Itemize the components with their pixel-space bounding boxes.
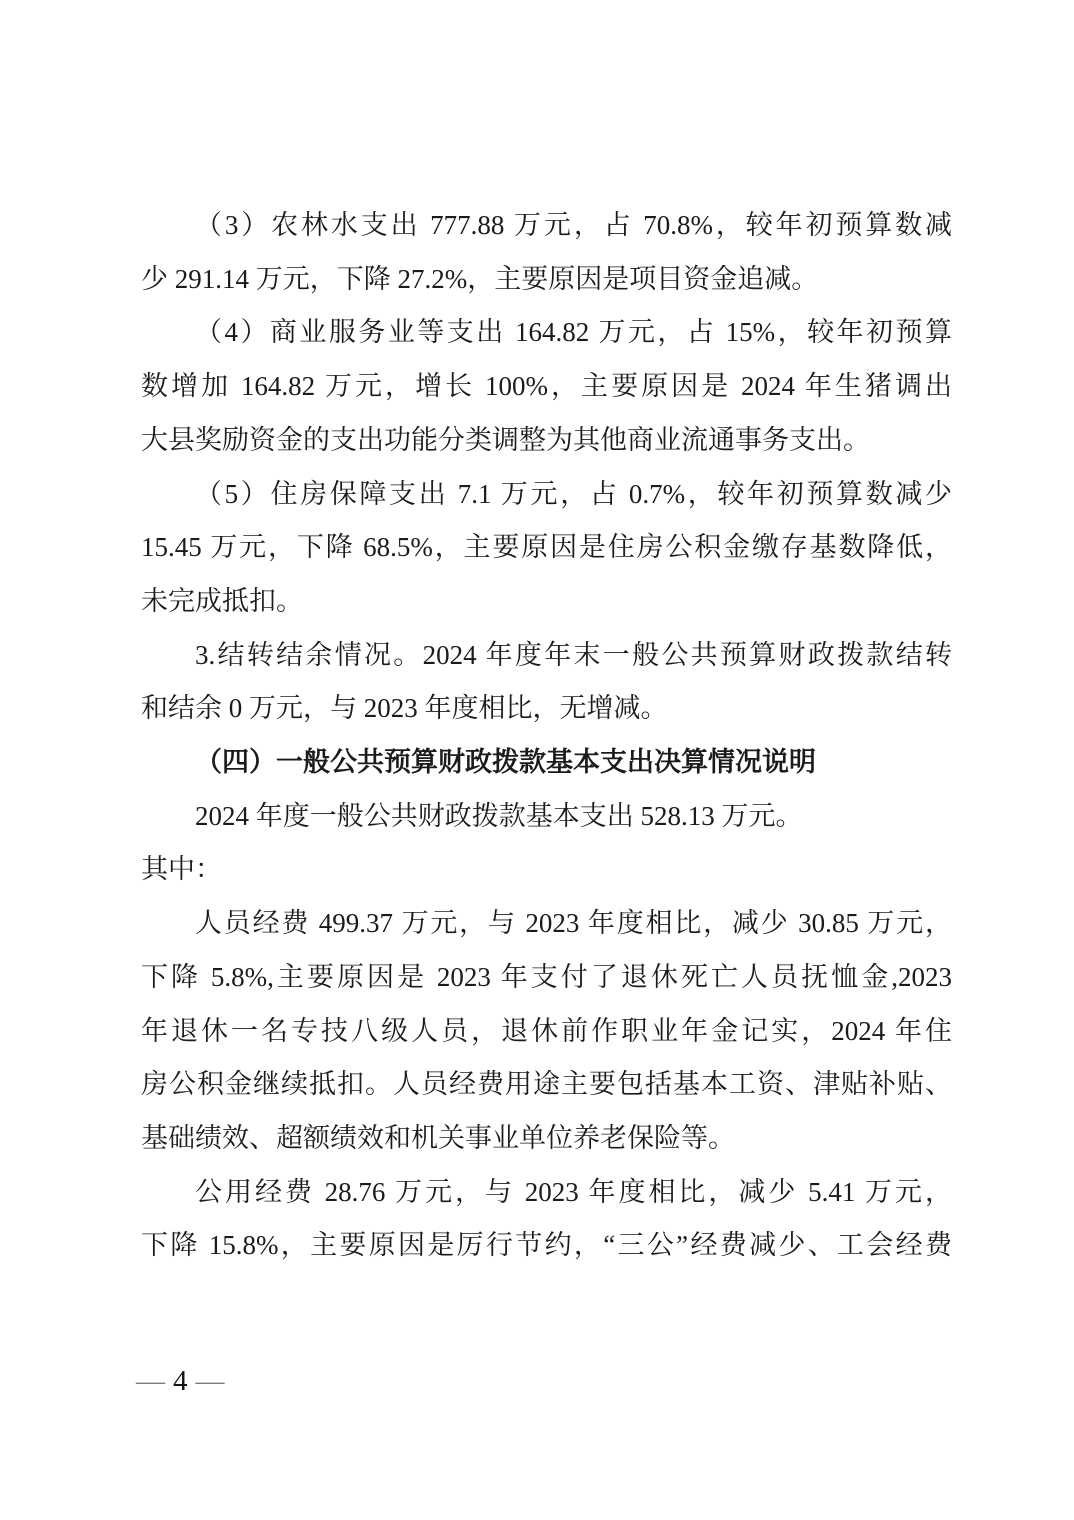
- section-heading: [141, 736, 952, 790]
- page-footer: [136, 1364, 225, 1399]
- paragraph: [141, 199, 952, 306]
- paragraph: [141, 629, 952, 736]
- text-line: （四）一般公共预算财政拨款基本支出决算情况说明: [195, 747, 816, 778]
- document-body: [141, 199, 952, 1273]
- paragraph: [141, 1166, 952, 1273]
- text-line: 大县奖励资金的支出功能分类调整为其他商业流通事务支出。: [141, 424, 870, 455]
- text-line: 房公积金继续抵扣。人员经费用途主要包括基本工资、津贴补贴、: [141, 1069, 952, 1100]
- page-number: 4: [173, 1365, 188, 1397]
- text-line: 3.结转结余情况。2024 年度年末一般公共预算财政拨款结转: [195, 639, 952, 670]
- text-line: 2024 年度一般公共财政拨款基本支出 528.13 万元。: [195, 800, 803, 831]
- paragraph: [141, 306, 952, 467]
- text-line: 公用经费 28.76 万元，与 2023 年度相比，减少 5.41 万元，: [195, 1176, 952, 1207]
- text-line: 未完成抵扣。: [141, 585, 303, 616]
- paragraph: [141, 843, 952, 897]
- paragraph: [141, 897, 952, 1166]
- footer-dash-right: —: [195, 1365, 225, 1397]
- text-line: 下降 5.8%,主要原因是 2023 年支付了退休死亡人员抚恤金,2023: [141, 961, 952, 992]
- paragraph: [141, 790, 952, 844]
- text-line: 少 291.14 万元，下降 27.2%，主要原因是项目资金追减。: [141, 263, 819, 294]
- paragraph: [141, 468, 952, 629]
- text-line: 年退休一名专技八级人员，退休前作职业年金记实，2024 年住: [141, 1015, 952, 1046]
- text-line: 人员经费 499.37 万元，与 2023 年度相比，减少 30.85 万元，: [195, 908, 952, 939]
- text-line: （5）住房保障支出 7.1 万元，占 0.7%，较年初预算数减少: [195, 478, 952, 509]
- text-line: （3）农林水支出 777.88 万元，占 70.8%，较年初预算数减: [195, 210, 952, 240]
- text-line: 其中：: [141, 854, 222, 885]
- text-line: （4）商业服务业等支出 164.82 万元，占 15%，较年初预算: [195, 317, 952, 348]
- text-line: 下降 15.8%，主要原因是厉行节约，“三公”经费减少、工会经费: [141, 1230, 952, 1261]
- text-line: 基础绩效、超额绩效和机关事业单位养老保险等。: [141, 1122, 735, 1153]
- footer-dash-left: —: [136, 1365, 165, 1397]
- text-line: 15.45 万元，下降 68.5%，主要原因是住房公积金缴存基数降低，: [141, 532, 952, 563]
- text-line: 数增加 164.82 万元，增长 100%，主要原因是 2024 年生猪调出: [141, 371, 952, 402]
- text-line: 和结余 0 万元，与 2023 年度相比，无增减。: [141, 693, 668, 724]
